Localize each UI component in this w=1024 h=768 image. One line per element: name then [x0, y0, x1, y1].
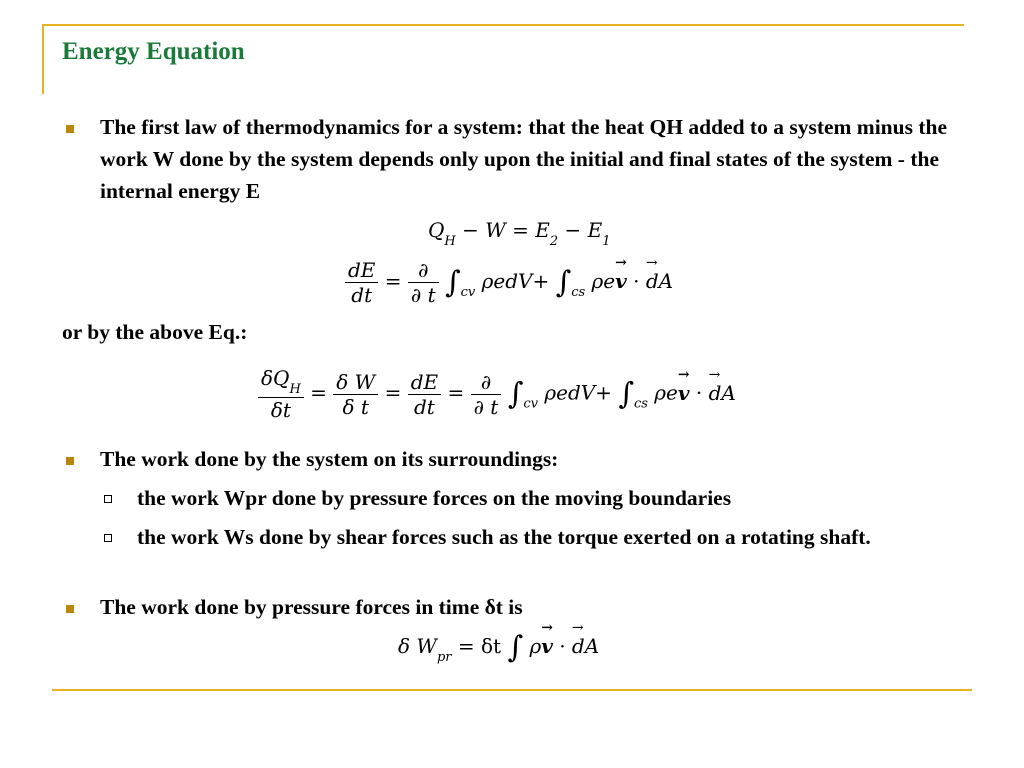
bullet-first-law: The first law of thermodynamics for a system: that the heat QH added to a system minus the work W done by the system depends only upon the initial and final states of the system - the internal energy E — [100, 115, 948, 203]
bullet-square-icon — [66, 457, 74, 465]
bullet-work-done: The work done by the system on its surroundings: — [100, 447, 559, 471]
bullet-pressure-time: The work done by pressure forces in time δt is — [100, 595, 523, 619]
bullet-square-icon — [66, 125, 74, 133]
slide-title: Energy Equation — [62, 38, 245, 65]
frame-left-line — [42, 24, 44, 94]
equation-pressure-work: δ $W_{pr} = \delta t$ ∫ ρ→ v · → dA — [398, 630, 599, 665]
or-by-above-text: or by the above Eq.: — [62, 320, 248, 344]
equation-energy-full: $\frac{\delta Q_H}{\delta t}$ = $\frac{\text{δ W}}{\text{δ t}}$ = $\frac{dE}{dt}$ = $\frac{\partial}{\partial t}$ $\int_{cv}$ $\rho edV+ \int_{cs}$ ρe→ v · → dA — [258, 366, 736, 422]
frame-bottom-line — [52, 689, 972, 691]
hollow-square-bullet-icon — [104, 534, 112, 542]
equation-first-law: $Q_H - W = E_2 - E_1$ — [428, 218, 611, 249]
hollow-square-bullet-icon — [104, 495, 112, 503]
frame-top-line — [42, 24, 964, 26]
sub-bullet-shear-work: the work Ws done by shear forces such as the torque exerted on a rotating shaft. — [137, 525, 871, 549]
bullet-square-icon — [66, 605, 74, 613]
equation-energy-rate: $\frac{dE}{dt}$ = $\frac{\partial}{\partial t}$ $\int_{cv}$ $\rho edV+ \int_{cs}$ ρe→ v · → dA — [345, 258, 673, 307]
sub-bullet-pressure-work: the work Wpr done by pressure forces on the moving boundaries — [137, 486, 732, 510]
